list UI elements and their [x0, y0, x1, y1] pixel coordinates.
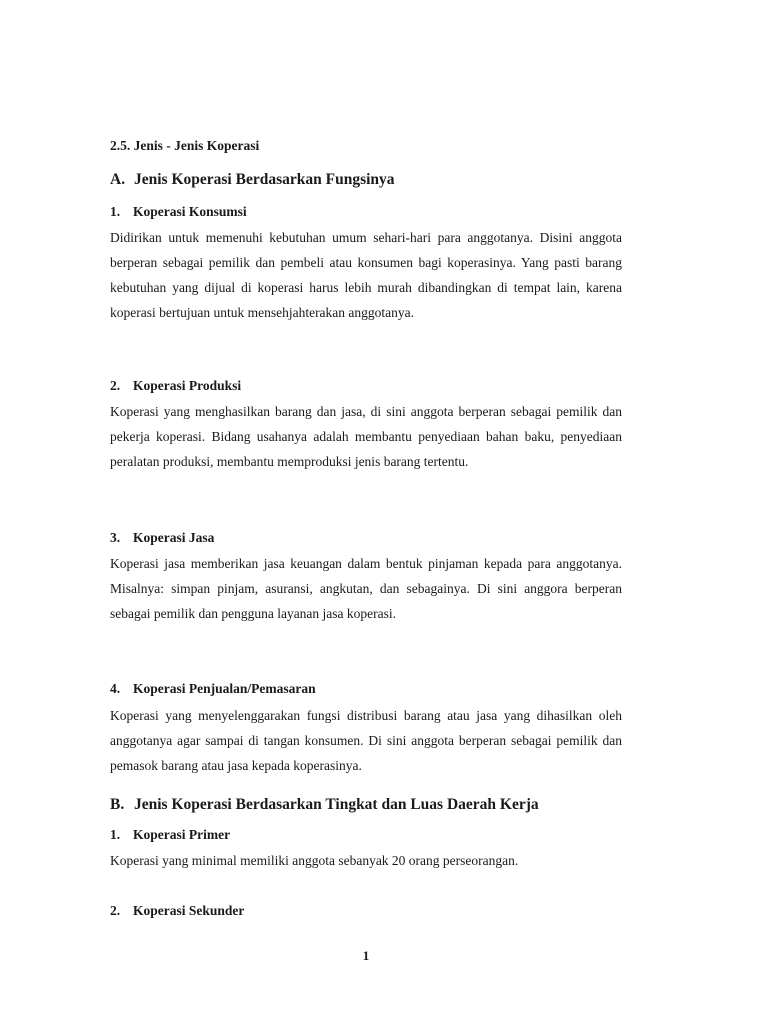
heading-title: Jenis Koperasi Berdasarkan Fungsinya	[134, 171, 395, 188]
subheading-koperasi-penjualan	[110, 681, 316, 697]
paragraph-koperasi-penjualan: Koperasi yang menyelenggarakan fungsi distribusi barang atau jasa yang dihasilkan oleh anggotanya agar sampai di tangan konsumen. Di sini anggota berperan sebagai pemilik dan pemasok barang atau jasa kepada koperasinya.	[110, 708, 622, 773]
item-number: 2.	[110, 378, 121, 393]
item-number: 2.	[110, 903, 121, 918]
paragraph-koperasi-konsumsi: Didirikan untuk memenuhi kebutuhan umum sehari-hari para anggotanya. Disini anggota berperan sebagai pemilik dan pembeli atau konsumen bagi koperasinya. Yang pasti barang kebutuhan yang dijual di koperasi harus lebih murah dibandingkan di tempat lain, karena koperasi bertujuan untuk mensehjahterakan anggotanya.	[110, 230, 622, 320]
paragraph-koperasi-jasa: Koperasi jasa memberikan jasa keuangan dalam bentuk pinjaman kepada para anggotanya. Misalnya: simpan pinjam, asuransi, angkutan, dan sebagainya. Di sini anggora berperan sebagai pemilik dan pengguna layanan jasa koperasi.	[110, 556, 622, 621]
subheading-koperasi-sekunder	[110, 903, 244, 919]
page-number: 1	[362, 948, 370, 963]
section-title: 2.5. Jenis - Jenis Koperasi	[110, 138, 260, 153]
item-title: Koperasi Jasa	[133, 530, 215, 545]
item-number: 1.	[110, 827, 121, 842]
paragraph-koperasi-primer: Koperasi yang minimal memiliki anggota sebanyak 20 orang perseorangan.	[110, 853, 519, 868]
item-title: Koperasi Produksi	[133, 378, 242, 393]
subheading-koperasi-jasa	[110, 530, 214, 546]
heading-part-b	[110, 796, 539, 814]
heading-letter: B.	[110, 796, 125, 813]
heading-letter: A.	[110, 171, 126, 188]
item-number: 4.	[110, 681, 121, 696]
item-number: 3.	[110, 530, 121, 545]
subheading-koperasi-primer	[110, 827, 230, 843]
item-number: 1.	[110, 204, 121, 219]
item-title: Koperasi Primer	[133, 827, 231, 842]
item-title: Koperasi Penjualan/Pemasaran	[133, 681, 316, 696]
subheading-koperasi-produksi	[110, 378, 241, 394]
subheading-koperasi-konsumsi	[110, 204, 247, 220]
heading-title: Jenis Koperasi Berdasarkan Tingkat dan Luas Daerah Kerja	[134, 796, 539, 813]
heading-part-a	[110, 171, 395, 189]
paragraph-koperasi-produksi: Koperasi yang menghasilkan barang dan jasa, di sini anggota berperan sebagai pemilik dan pekerja koperasi. Bidang usahanya adalah membantu penyediaan bahan baku, penyediaan peralatan produksi, membantu memproduksi jenis barang tertentu.	[110, 404, 622, 469]
item-title: Koperasi Sekunder	[133, 903, 245, 918]
item-title: Koperasi Konsumsi	[133, 204, 247, 219]
